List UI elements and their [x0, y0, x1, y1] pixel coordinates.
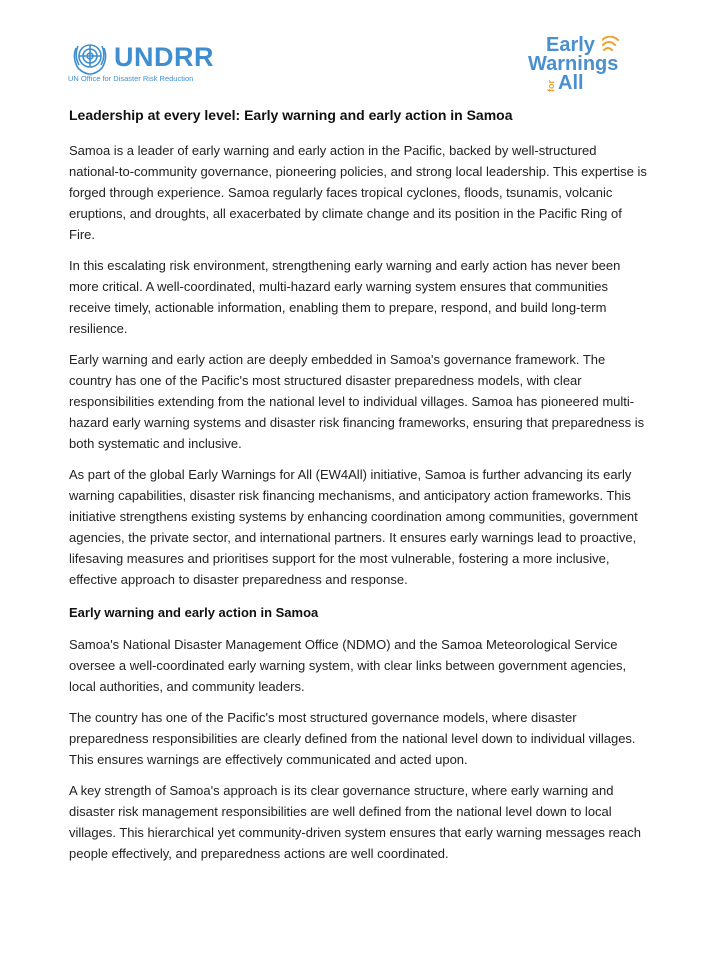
early-warnings-for-all-logo [524, 34, 634, 100]
body-paragraph: The country has one of the Pacific's most structured governance models, where disaster preparedness responsibilities are clearly defined from the national level down to individual villages. This ensures warnings are effectively communicated and acted upon. [69, 710, 636, 767]
ew-logo-for: for [546, 80, 556, 92]
undrr-subtitle: UN Office for Disaster Risk Reduction [68, 74, 194, 83]
page-header [0, 0, 720, 104]
ew-logo-line1: Early [546, 34, 595, 56]
body-paragraph: Samoa is a leader of early warning and early action in the Pacific, backed by well-structured national-to-community governance, pioneering policies, and strong local leadership. This expertise is forged through experience. Samoa regularly faces tropical cyclones, floods, tsunamis, volcanic eruptions, and droughts, all exacerbated by climate change and its position in the Pacific Ring of Fire. [69, 143, 647, 242]
body-paragraph: In this escalating risk environment, strengthening early warning and early action has never been more critical. A well-coordinated, multi-hazard early warning system ensures that communities receive timely, actionable information, enabling them to prepare, respond, and build long-term resilience. [69, 258, 621, 336]
document-title: Leadership at every level: Early warning and early action in Samoa [69, 107, 513, 123]
body-paragraph: As part of the global Early Warnings for All (EW4All) initiative, Samoa is further advancing its early warning capabilities, disaster risk financing mechanisms, and anticipatory action frameworks. This initiative strengthens existing systems by enhancing coordination among communities, government agencies, the private sector, and international partners. It ensures early warnings lead to proactive, lifesaving measures and prioritises support for the most vulnerable, fostering a more inclusive, effective approach to disaster preparedness and response. [69, 467, 638, 587]
body-paragraph: Early warning and early action are deeply embedded in Samoa's governance framework. The country has one of the Pacific's most structured disaster preparedness models, with clear responsibilities extending from the national level to individual villages. Samoa has pioneered multi-hazard early warning systems and disaster risk financing frameworks, ensuring that preparedness is both systematic and inclusive. [69, 352, 645, 451]
signal-waves-icon [602, 36, 622, 54]
ew-logo-line3: All [558, 72, 584, 94]
ew-logo-line2: Warnings [528, 53, 619, 75]
body-paragraph: Samoa's National Disaster Management Office (NDMO) and the Samoa Meteorological Service oversee a well-coordinated early warning system, with clear links between government agencies, local authorities, and community leaders. [69, 637, 627, 694]
section-heading: Early warning and early action in Samoa [69, 605, 319, 620]
undrr-wordmark: UNDRR [114, 42, 214, 72]
body-paragraph: A key strength of Samoa's approach is its clear governance structure, where early warning and disaster risk management responsibilities are well defined from the national level down to local villages. This hierarchical yet community-driven system ensures that early warning messages reach people effectively, and preparedness actions are well coordinated. [69, 783, 641, 861]
undrr-logo [68, 36, 228, 88]
document-body [69, 106, 649, 874]
